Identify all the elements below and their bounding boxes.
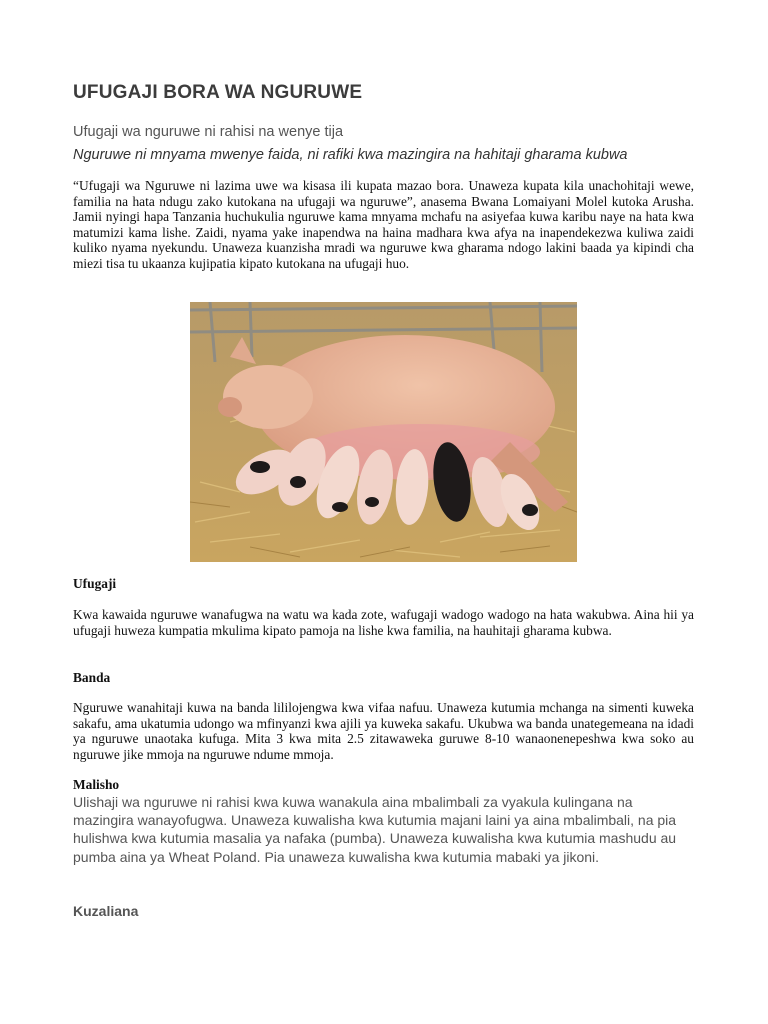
section-body-ufugaji: Kwa kawaida nguruwe wanafugwa na watu wa kada zote, wafugaji wadogo wadogo na hata wakubwa. Aina hii ya ufugaji huweza kumpatia mkulima kipato pamoja na lishe kwa familia, na hauhitaji gharama kubwa. (73, 607, 694, 638)
section-heading-banda: Banda (73, 670, 111, 685)
section-heading-malisho: Malisho (73, 777, 120, 792)
section-heading-ufugaji: Ufugaji (73, 576, 117, 591)
article-title: UFUGAJI BORA WA NGURUWE (73, 82, 363, 103)
section-heading-kuzaliana: Kuzaliana (73, 903, 139, 919)
article-standfirst: Nguruwe ni mnyama mwenye faida, ni rafiki kwa mazingira na hahitaji gharama kubwa (73, 147, 628, 163)
article-subtitle: Ufugaji wa nguruwe ni rahisi na wenye tija (73, 124, 344, 140)
section-body-malisho: Ulishaji wa nguruwe ni rahisi kwa kuwa wanakula aina mbalimbali za vyakula kulingana na mazingira wanayofugwa. Unaweza kuwalisha kwa kutumia majani laini ya aina mbalimbali, na pia hulishwa kwa kutumia masalia ya nafaka (pumba). Unaweza kuwalisha kwa kutumia mashudu au pumba aina ya Wheat Poland. Pia unaweza kuwalisha kwa kutumia mabaki ya jikoni. (73, 794, 677, 865)
intro-paragraph: “Ufugaji wa Nguruwe ni lazima uwe wa kisasa ili kupata mazao bora. Unaweza kupata kila unachohitaji wewe, familia na hata ndugu zako kutokana na ufugaji wa nguruwe”, anasema Bwana Lomaiyani Molel kutoka Arusha. Jamii nyingi hapa Tanzania huchukulia nguruwe kama mnyama mchafu na asiyefaa kuwa karibu naye na hata kwa matumizi kama lishe. Zaidi, nyama yake inapendwa na haina madhara kwa afya na inapendekezwa kuliwa zaidi kuliko nyama nyekundu. Unaweza kuanzisha mradi wa nguruwe kwa gharama ndogo lakini baada ya kipindi cha miezi tisa tu ukaanza kujipatia kipato kutokana na ufugaji huo. (73, 178, 694, 271)
sow-nursing-piglets-image (190, 302, 577, 562)
section-body-banda: Nguruwe wanahitaji kuwa na banda lililojengwa kwa vifaa nafuu. Unaweza kutumia mchanga na simenti kuweka sakafu, ama ukatumia udongo wa mfinyanzi kwa ajili ya kuweka sakafu. Ukubwa wa banda unategemeana na idadi ya nguruwe unaotaka kufuga. Mita 3 kwa mita 2.5 zitawaweka guruwe 8-10 wanaonenepeshwa kwa soko au nguruwe jike mmoja na nguruwe ndume mmoja. (73, 700, 694, 762)
